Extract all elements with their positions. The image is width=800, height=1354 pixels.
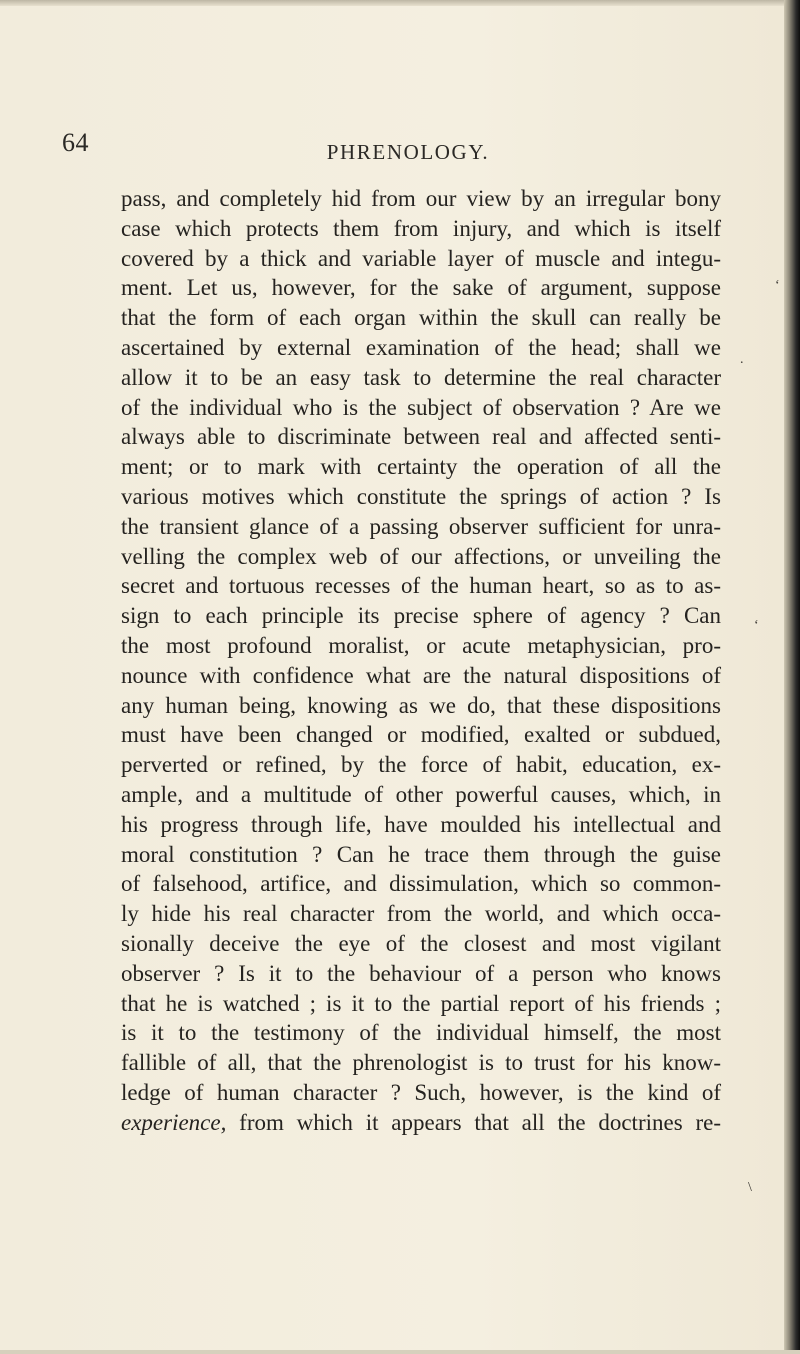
ink-speck: ‘ xyxy=(754,618,759,633)
text-line: secret and tortuous recesses of the human heart, so as to as- xyxy=(121,573,721,599)
text-line: ment. Let us, however, for the sake of argument, suppose xyxy=(121,275,721,301)
text-line: fallible of all, that the phrenologist is to trust for his know- xyxy=(121,1050,721,1076)
text-line: his progress through life, have moulded his intellectual and xyxy=(121,811,721,837)
text-line: various motives which constitute the springs of action ? Is xyxy=(121,483,721,509)
text-line: allow it to be an easy task to determine the real character xyxy=(121,364,721,390)
page-bottom-edge xyxy=(0,1350,800,1354)
page-binding-shadow xyxy=(784,0,800,1354)
italic-word: experience, xyxy=(121,1109,227,1135)
text-line: observer ? Is it to the behaviour of a person who knows xyxy=(121,960,721,986)
text-line-last xyxy=(121,1108,721,1138)
text-line: always able to discriminate between real and affected senti- xyxy=(121,424,721,450)
running-head: PHRENOLOGY. xyxy=(326,140,490,164)
text-line: is it to the testimony of the individual himself, the most xyxy=(121,1020,721,1046)
text-line: ample, and a multitude of other powerful causes, which, in xyxy=(121,781,721,807)
text-line: that the form of each organ within the skull can really be xyxy=(121,305,721,331)
text-line: the transient glance of a passing observer sufficient for unra- xyxy=(121,513,721,539)
text-line: nounce with confidence what are the natural dispositions of xyxy=(121,662,721,688)
text-line: ly hide his real character from the world, and which occa- xyxy=(121,901,721,927)
ink-speck: \ xyxy=(748,1180,752,1195)
page-number: 64 xyxy=(62,128,89,157)
text-line: sign to each principle its precise sphere of agency ? Can xyxy=(121,603,721,629)
text-line: that he is watched ; is it to the partial report of his friends ; xyxy=(121,990,721,1016)
ink-speck: ‘ xyxy=(775,278,780,293)
text-line: any human being, knowing as we do, that these dispositions xyxy=(121,692,721,718)
page-top-edge xyxy=(0,0,800,6)
text-line: case which protects them from injury, and which is itself xyxy=(121,215,721,241)
text-line: ledge of human character ? Such, however, is the kind of xyxy=(121,1079,721,1105)
text-line: the most profound moralist, or acute metaphysician, pro- xyxy=(121,632,721,658)
text-line: moral constitution ? Can he trace them through the guise xyxy=(121,841,721,867)
text-line: ment; or to mark with certainty the operation of all the xyxy=(121,454,721,480)
text-line-rest: from which it appears that all the doctrines re- xyxy=(226,1109,721,1135)
text-line: must have been changed or modified, exalted or subdued, xyxy=(121,722,721,748)
text-line: of the individual who is the subject of observation ? Are we xyxy=(121,394,721,420)
text-line: perverted or refined, by the force of habit, education, ex- xyxy=(121,752,721,778)
text-line: of falsehood, artifice, and dissimulation, which so common- xyxy=(121,871,721,897)
ink-speck: . xyxy=(740,352,744,367)
text-line: ascertained by external examination of the head; shall we xyxy=(121,334,721,360)
text-line: pass, and completely hid from our view by an irregular bony xyxy=(121,186,721,211)
text-line: sionally deceive the eye of the closest and most vigilant xyxy=(121,930,721,956)
text-line: velling the complex web of our affections, or unveiling the xyxy=(121,543,721,569)
body-text xyxy=(121,184,721,1138)
text-line: covered by a thick and variable layer of muscle and integu- xyxy=(121,245,721,271)
